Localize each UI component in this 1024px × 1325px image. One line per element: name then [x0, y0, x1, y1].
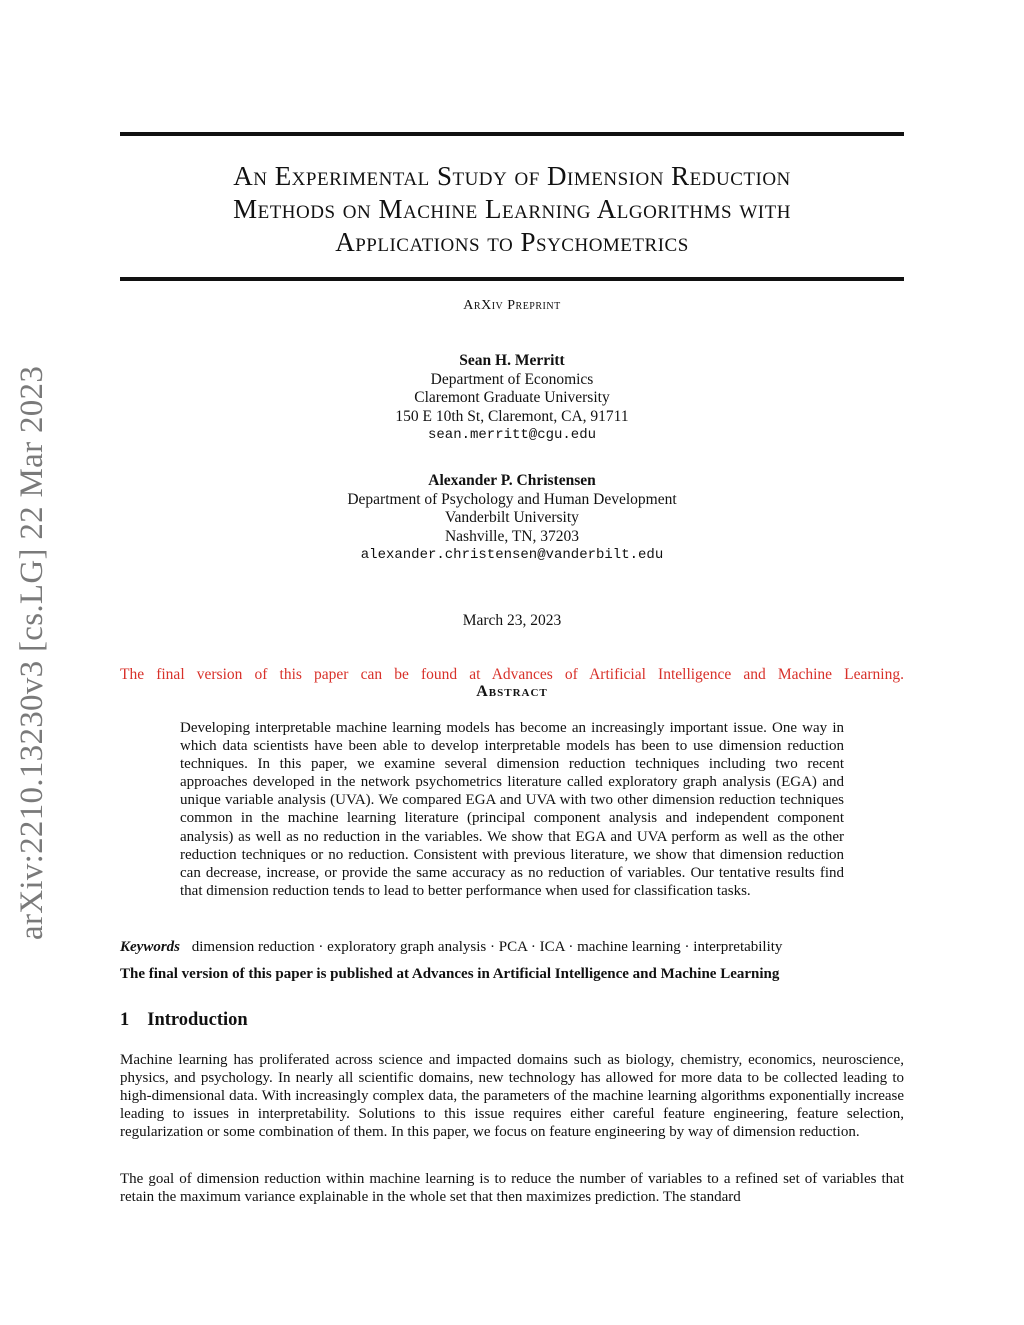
paper-title [120, 160, 904, 259]
title-line: Methods on Machine Learning Algorithms with [233, 194, 791, 224]
section-heading [120, 1010, 904, 1031]
section-title: Introduction [147, 1010, 248, 1030]
author-address: Nashville, TN, 37203 [444, 527, 580, 545]
title-bottom-rule [120, 277, 904, 281]
author-institution: Vanderbilt University [445, 509, 579, 526]
keywords-line [120, 939, 904, 956]
author-department: Department of Psychology and Human Development [347, 490, 677, 508]
final-version-text: The final version of this paper can be found at Advances of Artificial Intelligence and Machine Learning. [120, 666, 904, 683]
author-address: 150 E 10th St, Claremont, CA, 91711 [395, 407, 629, 425]
published-note: The final version of this paper is published at Advances in Artificial Intelligence and Machine Learning [120, 966, 780, 982]
author-email-link[interactable]: alexander.christensen@vanderbilt.edu [360, 547, 664, 563]
final-version-link[interactable] [120, 666, 904, 684]
preprint-label: ArXiv Preprint [463, 298, 561, 313]
abstract-body: Developing interpretable machine learning models has become an increasingly important issue. One way in which data scientists have been able to develop interpretable models has been to use dimension reduction techniques. In this paper, we examine several dimension reduction techniques including two recent approaches developed in the network psychometrics literature called exploratory graph analysis (EGA) and unique variable analysis (UVA). We compared EGA and UVA with two other dimension reduction techniques common in the machine learning literature (principal component analysis and independent component analysis) as well as no reduction in the variables. We show that EGA and UVA perform as well as the other reduction techniques or no reduction. Consistent with previous literature, we show that dimension reduction can decrease, increase, or provide the same accuracy as no reduction of variables. Our tentative results find that dimension reduction tends to lead to better performance when used for classification tasks. [180, 720, 844, 899]
author-block [120, 472, 904, 565]
author-department: Department of Economics [430, 370, 594, 388]
title-line: Applications to Psychometrics [335, 227, 689, 257]
author-block [120, 352, 904, 445]
keywords-label: Keywords [120, 939, 180, 955]
author-institution: Claremont Graduate University [414, 389, 610, 406]
body-paragraph: Machine learning has proliferated across science and impacted domains such as biology, chemistry, economics, neuroscience, physics, and psychology. In nearly all scientific domains, new technology has allowed for more data to be collected leading to high-dimensional data. With increasingly complex data, the parameters of the machine learning algorithms exponentially increase leading to issues in interpretability. Solutions to this issue requires either careful feature engineering, feature selection, regularization or some combination of them. In this paper, we focus on feature engineering by way of dimension reduction. [120, 1052, 904, 1141]
author-name: Sean H. Merritt [459, 352, 565, 369]
arxiv-identifier-stamp: arXiv:2210.13230v3 [cs.LG] 22 Mar 2023 [14, 365, 50, 940]
body-paragraph: The goal of dimension reduction within machine learning is to reduce the number of variables to a refined set of variables that retain the maximum variance explainable in the whole set that then maximizes prediction. The standard [120, 1171, 904, 1206]
title-line: An Experimental Study of Dimension Reduction [233, 161, 791, 191]
section-number: 1 [120, 1010, 130, 1030]
title-top-rule [120, 132, 904, 136]
keywords-list: dimension reduction · exploratory graph analysis · PCA · ICA · machine learning · interpretability [191, 939, 783, 955]
abstract-heading: Abstract [476, 683, 548, 700]
publication-date: March 23, 2023 [462, 612, 562, 629]
author-name: Alexander P. Christensen [428, 472, 596, 489]
author-email-link[interactable]: sean.merritt@cgu.edu [427, 427, 597, 443]
